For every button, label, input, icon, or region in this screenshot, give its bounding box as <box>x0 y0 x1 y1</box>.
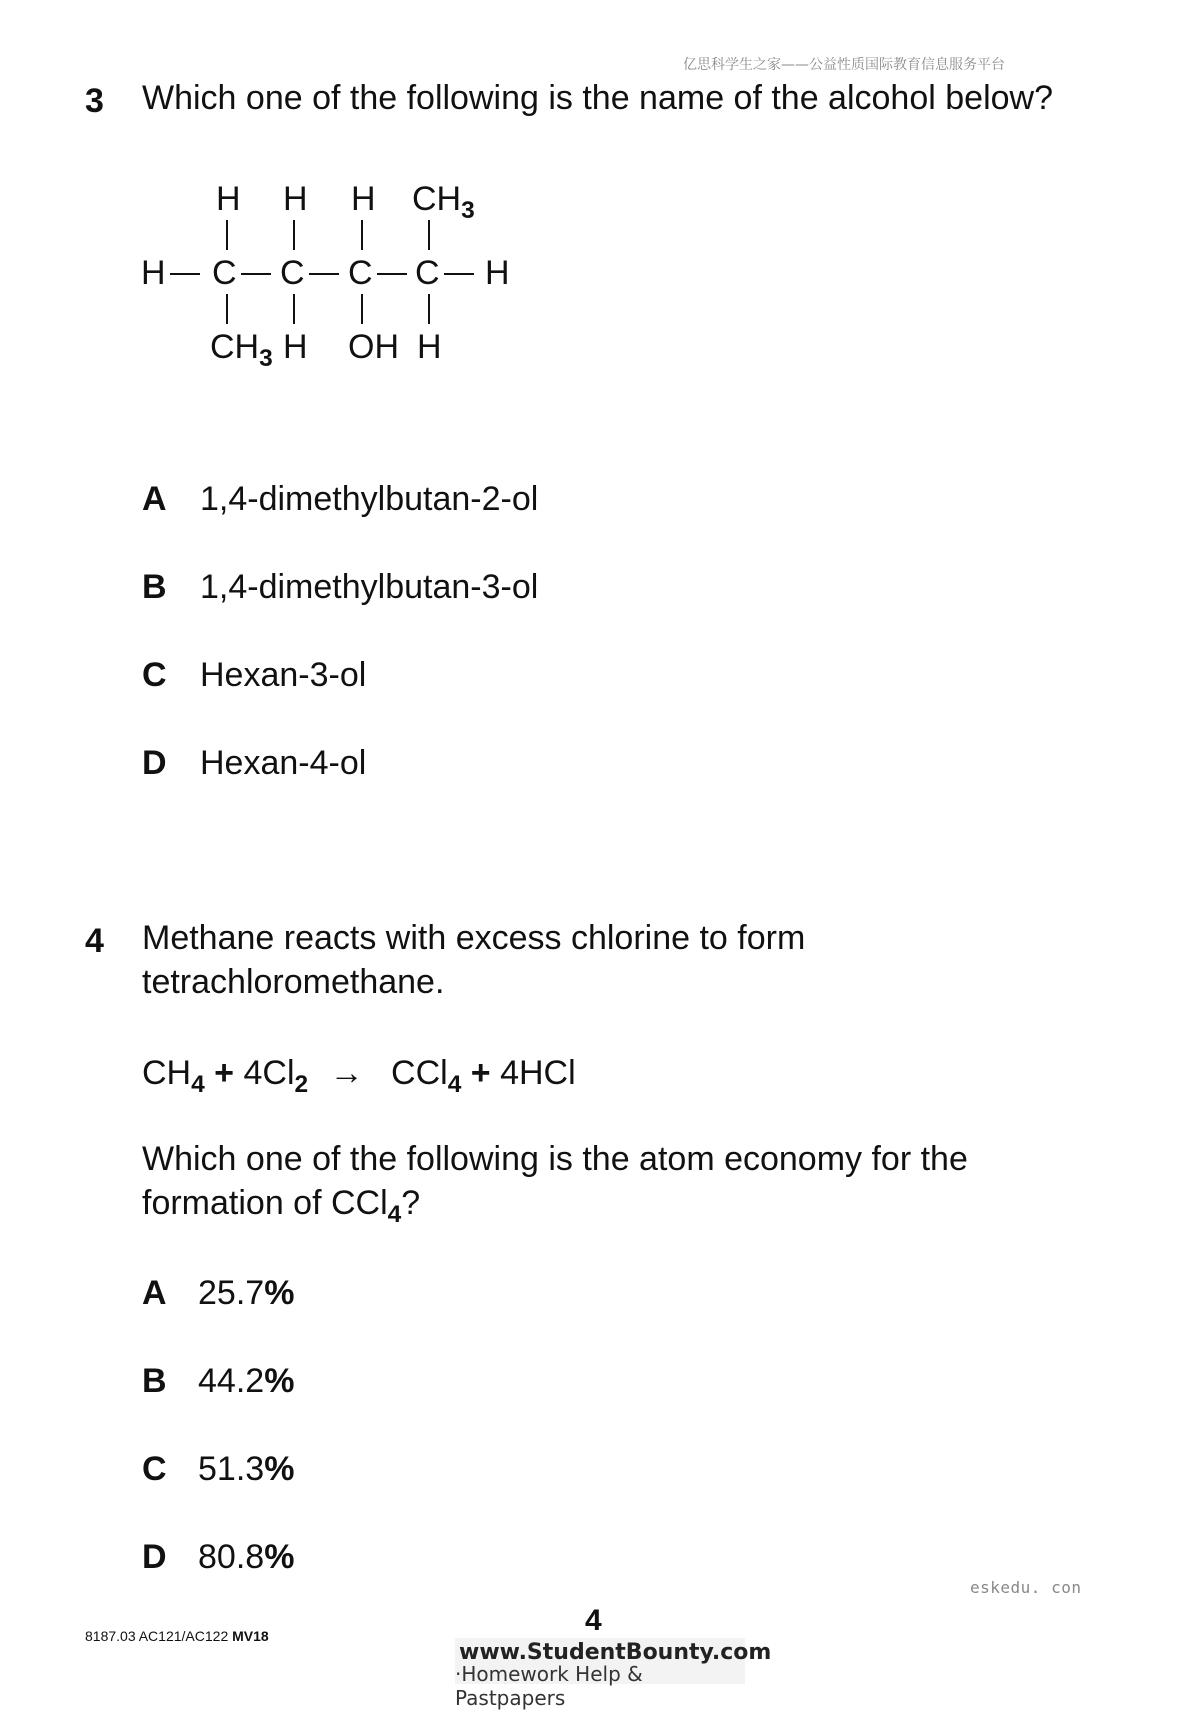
question-4-text-line2: tetrachloromethane. <box>142 963 445 1001</box>
bond-h-3 <box>309 273 339 275</box>
bond-h-2 <box>241 273 271 275</box>
q4-option-c-value: 51.3 <box>198 1450 265 1488</box>
eq-plus-2: + <box>470 1054 491 1092</box>
formula-top-ch3 <box>412 180 475 224</box>
q4-option-c-text <box>198 1450 294 1489</box>
formula-main-c4: C <box>415 254 440 292</box>
eq-ch-sub: 4 <box>191 1070 205 1098</box>
q3-option-d-letter: D <box>142 744 167 782</box>
bond-lower-2 <box>293 294 295 324</box>
q4-option-d-value: 80.8 <box>198 1538 265 1576</box>
question-4-prompt-line2 <box>142 1181 421 1228</box>
bond-upper-4 <box>428 220 430 250</box>
eq-plus-1: + <box>214 1054 235 1092</box>
formula-main-c2: C <box>280 254 305 292</box>
question-3-text: Which one of the following is the name of the alcohol below? <box>142 79 1053 117</box>
formula-top-h1: H <box>216 180 241 218</box>
q3-option-b-letter: B <box>142 568 167 606</box>
paper-code <box>85 1628 269 1644</box>
formula-main-h-left: H <box>141 254 166 292</box>
formula-bottom-ch3: $CH_3$ <box>210 328 273 372</box>
bond-h-4 <box>377 273 407 275</box>
q4-option-b-text <box>198 1362 294 1401</box>
q4-option-a-unit: % <box>264 1274 295 1312</box>
q3-option-c-text: Hexan-3-ol <box>200 656 367 694</box>
formula-main-h-right: H <box>485 254 510 292</box>
watermark-header: 亿思科学生之家——公益性质国际教育信息服务平台 <box>683 57 1005 73</box>
page-number: 4 <box>585 1604 602 1637</box>
formula-top-ch3-text: $CH_3$ <box>412 180 475 224</box>
bond-upper-3 <box>361 220 363 250</box>
bond-upper-2 <box>293 220 295 250</box>
q3-option-d-text: Hexan-4-ol <box>200 744 367 782</box>
q4-option-a-value: 25.7 <box>198 1274 265 1312</box>
question-3-number: 3 <box>85 82 104 120</box>
eq-cl-sub: 2 <box>294 1070 309 1098</box>
prompt-formation-text: formation of CCl <box>142 1184 388 1222</box>
bond-lower-1 <box>226 294 228 324</box>
eskedu-watermark: eskedu. con <box>970 1578 1082 1597</box>
question-4-text-line1: Methane reacts with excess chlorine to form <box>142 919 806 957</box>
eq-cl: 4Cl <box>243 1054 295 1092</box>
equation-product-hcl: 4HCl <box>500 1054 576 1092</box>
q3-option-c-letter: C <box>142 656 167 694</box>
eq-ccl: CCl <box>391 1054 448 1092</box>
studentbounty-url: www.StudentBounty.com <box>459 1640 772 1665</box>
paper-code-text: 8187.03 AC121/AC122 <box>85 1628 233 1644</box>
formula-bottom-oh: OH <box>348 328 399 366</box>
equation-reactant-chlorine <box>243 1054 309 1098</box>
paper-code-bold: MV18 <box>232 1628 269 1644</box>
q3-option-a-text: 1,4-dimethylbutan-2-ol <box>200 480 539 518</box>
question-4-number: 4 <box>85 922 104 960</box>
equation-product-ccl4 <box>391 1054 462 1098</box>
q4-option-d-text <box>198 1538 294 1577</box>
equation-reactant-methane <box>142 1054 205 1098</box>
bond-lower-3 <box>361 294 363 324</box>
formula-subscript: 3 <box>259 344 273 372</box>
studentbounty-logo <box>455 1638 772 1710</box>
q4-option-d-unit: % <box>264 1538 295 1576</box>
reaction-arrow-icon: → <box>329 1054 364 1092</box>
formula-main-c1: C <box>212 254 237 292</box>
q4-option-b-unit: % <box>264 1362 295 1400</box>
studentbounty-tagline: ·Homework Help & Pastpapers <box>455 1662 643 1710</box>
q4-option-d-letter: D <box>142 1538 167 1576</box>
bond-upper-1 <box>226 220 228 250</box>
bond-lower-4 <box>428 294 430 324</box>
question-4-prompt-line1: Which one of the following is the atom economy for the <box>142 1140 968 1178</box>
prompt-ccl4-sub: 4 <box>387 1200 402 1228</box>
q4-option-b-letter: B <box>142 1362 167 1400</box>
eq-ch: CH <box>142 1054 192 1092</box>
q4-option-c-letter: C <box>142 1450 167 1488</box>
bond-h-5 <box>444 273 474 275</box>
formula-bottom-h2: H <box>417 328 442 366</box>
q4-option-b-value: 44.2 <box>198 1362 265 1400</box>
prompt-question-mark: ? <box>401 1184 421 1222</box>
bond-h-1 <box>170 273 200 275</box>
q4-option-a-letter: A <box>142 1274 167 1312</box>
chemical-equation <box>142 1054 576 1098</box>
q4-option-c-unit: % <box>264 1450 295 1488</box>
formula-top-h3: H <box>351 180 376 218</box>
formula-subscript: 3 <box>461 196 475 224</box>
formula-top-h2: H <box>283 180 308 218</box>
q3-option-a-letter: A <box>142 480 167 518</box>
formula-main-c3: C <box>348 254 373 292</box>
q3-option-b-text: 1,4-dimethylbutan-3-ol <box>200 568 539 606</box>
eq-ccl-sub: 4 <box>447 1070 462 1098</box>
formula-bottom-h1: H <box>283 328 308 366</box>
q4-option-a-text <box>198 1274 294 1313</box>
